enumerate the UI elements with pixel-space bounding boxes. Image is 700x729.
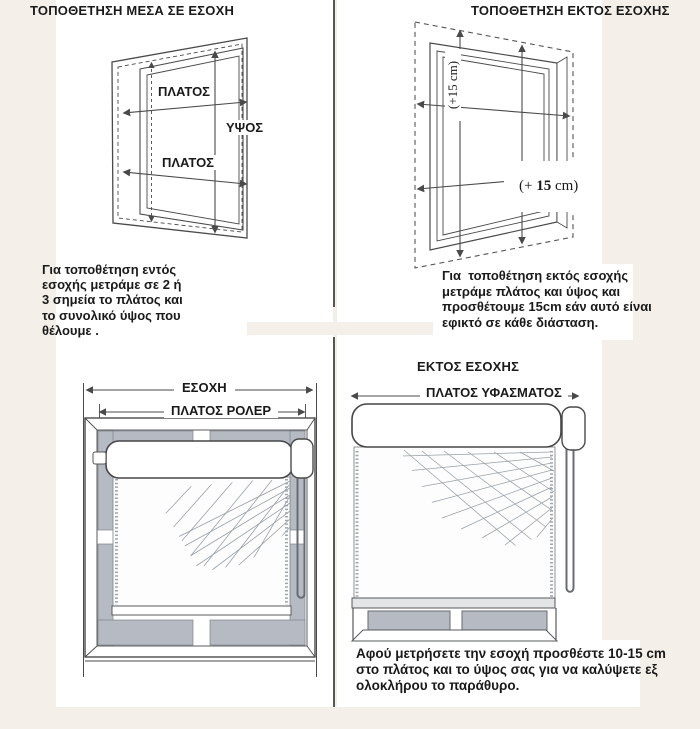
window-below-blind — [352, 608, 557, 641]
roller-in-recess-diagram — [84, 383, 317, 677]
outside-recess-caption: Για τοποθέτηση εκτός εσοχής μετράμε πλάτος και ύψος και προσθέτουμε 15cm εάν αυτό είναι εφικτό σε κάθε διάσταση. — [442, 268, 652, 330]
right-bracket — [291, 439, 313, 478]
recess-label: ΕΣΟΧΗ — [174, 380, 235, 395]
bottom-bar — [112, 606, 291, 615]
width-label-bottom: ΠΛΑΤΟΣ — [158, 155, 218, 170]
inside-recess-window-diagram — [112, 38, 247, 238]
roller-width-label: ΠΛΑΤΟΣ ΡΟΛΕΡ — [164, 403, 278, 418]
height-label: ΥΨΟΣ — [222, 120, 267, 135]
right-bracket — [562, 407, 585, 450]
chain-loop — [567, 448, 574, 592]
fabric — [354, 447, 555, 599]
roller-tube — [352, 404, 561, 447]
bottom-bar — [352, 598, 555, 608]
outside-recess-window-diagram — [415, 22, 573, 268]
left-bracket — [93, 452, 106, 464]
fabric-width-label: ΠΛΑΤΟΣ ΥΦΑΣΜΑΤΟΣ — [420, 385, 568, 400]
fabric — [113, 477, 290, 607]
title-outside-recess: ΤΟΠΟΘΕΤΗΣΗ ΕΚΤΟΣ ΕΣΟΧΗΣ — [471, 3, 670, 18]
height-plus-15cm-label: (+15 cm) — [445, 49, 461, 121]
inside-recess-caption: Για τοποθέτηση εντός εσοχής μετράμε σε 2 ή 3 σημεία το πλάτος και το συνολικό ύψος που θέλουμε . — [42, 262, 183, 338]
width-plus-15cm-label: (+ 15 cm) — [504, 161, 578, 212]
title-inside-recess: ΤΟΠΟΘΕΤΗΣΗ ΜΕΣΑ ΣΕ ΕΣΟΧΗ — [30, 3, 235, 18]
roller-outside-recess-diagram — [352, 396, 585, 641]
width-label-top: ΠΛΑΤΟΣ — [154, 84, 214, 99]
title-outside-recess-bottom: ΕΚΤΟΣ ΕΣΟΧΗΣ — [417, 359, 520, 374]
outside-recess-bottom-caption: Αφού μετρήσετε την εσοχή προσθέστε 10-15 cm στο πλάτος και το ύψος σας για να καλύψετε εξ ολοκλήρου το παράθυρο. — [356, 646, 666, 693]
roller-tube — [106, 441, 293, 478]
